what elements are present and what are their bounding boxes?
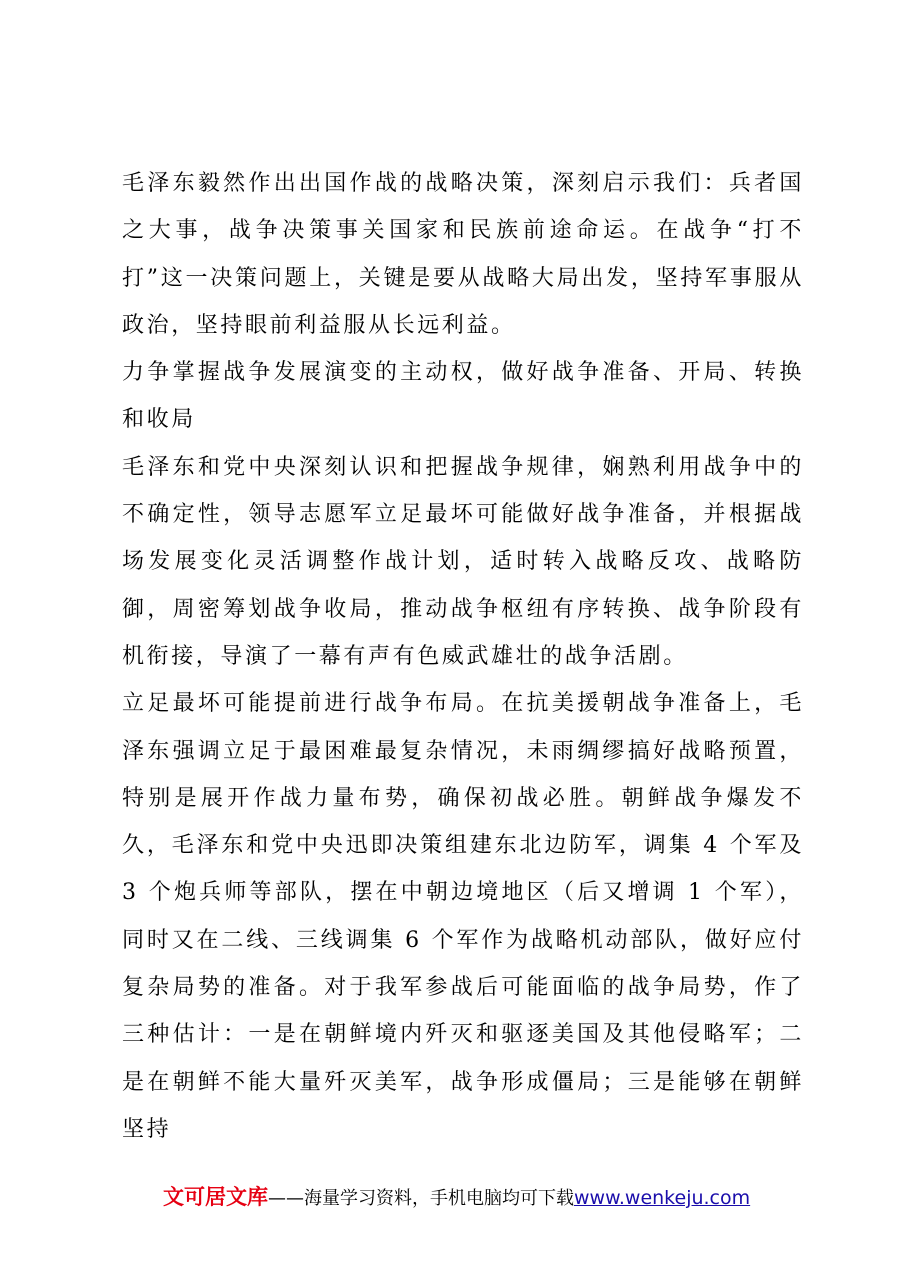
footer-banner <box>163 1181 803 1211</box>
document-body <box>122 160 804 1153</box>
paragraph-war-laws: 毛泽东和党中央深刻认识和把握战争规律，娴熟利用战争中的不确定性，领导志愿军立足最坏可能做好战争准备，并根据战场发展变化灵活调整作战计划，适时转入战略反攻、战略防御，周密筹划战争收局，推动战争枢纽有序转换、战争阶段有机衔接，导演了一幕有声有色威武雄壮的战争活剧。 <box>122 454 804 669</box>
paragraph-decision-lesson: 毛泽东毅然作出出国作战的战略决策，深刻启示我们：兵者国之大事，战争决策事关国家和民族前途命运。在战争“打不打”这一决策问题上，关键是要从战略大局出发，坚持军事服从政治，坚持眼前利益服从长远利益。 <box>122 171 804 338</box>
section-heading-initiative: 力争掌握战争发展演变的主动权，做好战争准备、开局、转换和收局 <box>122 360 804 433</box>
footer-tagline: ——海量学习资料，手机电脑均可下载 <box>268 1188 574 1209</box>
paragraph-war-preparation: 立足最坏可能提前进行战争布局。在抗美援朝战争准备上，毛泽东强调立足于最困难最复杂情况，未雨绸缪搞好战略预置，特别是展开作战力量布势，确保初战必胜。朝鲜战争爆发不久，毛泽东和党中央迅即决策组建东北边防军，调集 4 个军及 3 个炮兵师等部队，摆在中朝边境地区（后又增调 1 个军），同时又在二线、三线调集 6 个军作为战略机动部队，做好应付复杂局势的准备。对于我军参战后可能面临的战争局势，作了三种估计：一是在朝鲜境内歼灭和驱逐美国及其他侵略军；二是在朝鲜不能大量歼灭美军，战争形成僵局；三是能够在朝鲜坚持 <box>122 691 804 1142</box>
footer-brand: 文可居文库 <box>163 1185 268 1209</box>
footer-website-link[interactable]: www.wenkeju.com <box>574 1187 751 1209</box>
